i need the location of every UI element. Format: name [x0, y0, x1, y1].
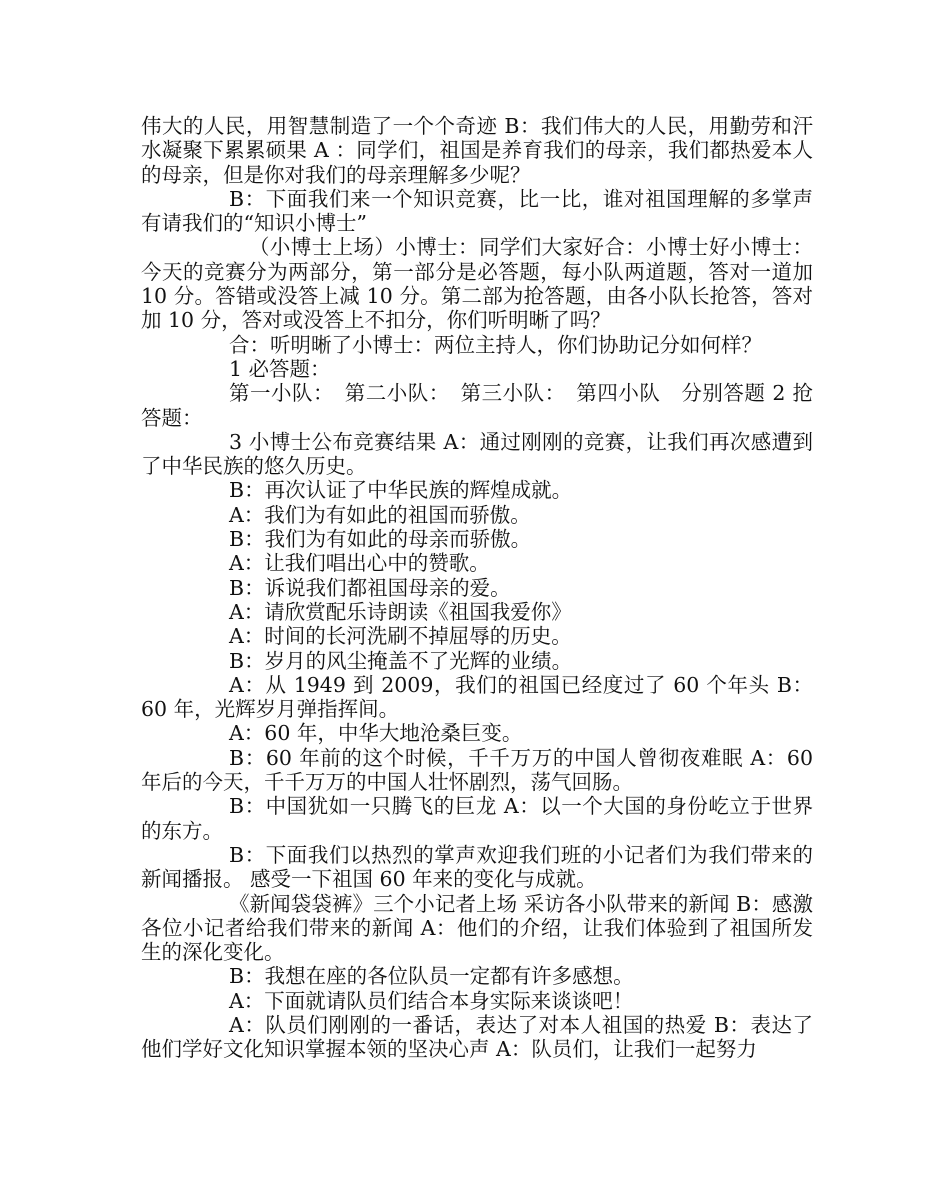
document-body [141, 114, 813, 1062]
paragraph: 3 小博士公布竞赛结果 A：通过刚刚的竞赛，让我们再次感遭到了中华民族的悠久历史。 [141, 429, 813, 479]
paragraph: A：我们为有如此的祖国而骄傲。 [229, 502, 531, 527]
paragraph: B：岁月的风尘掩盖不了光辉的业绩。 [229, 648, 573, 673]
paragraph: A：从 1949 到 2009，我们的祖国已经度过了 60 个年头 B：60 年，光辉岁月弹指挥间。 [141, 672, 813, 722]
paragraph: B：下面我们以热烈的掌声欢迎我们班的小记者们为我们带来的新闻播报。 感受一下祖国 60 年来的变化与成就。 [141, 842, 813, 892]
paragraph: 1 必答题： [229, 356, 331, 381]
paragraph: 伟大的人民，用智慧制造了一个个奇迹 B：我们伟大的人民，用勤劳和汗水凝聚下累累硕果 A ：同学们，祖国是养育我们的母亲，我们都热爱本人的母亲，但是你对我们的母亲理解多少呢？ [141, 114, 813, 187]
paragraph: B：诉说我们都祖国母亲的爱。 [229, 575, 511, 600]
paragraph: 合：听明晰了小博士：两位主持人，你们协助记分如何样？ [229, 332, 762, 357]
paragraph: A：队员们刚刚的一番话，表达了对本人祖国的热爱 B：表达了他们学好文化知识掌握本领的坚决心声 A：队员们，让我们一起努力 [141, 1012, 813, 1062]
paragraph: B：下面我们来一个知识竞赛，比一比，谁对祖国理解的多掌声有请我们的“知识小博士” [141, 186, 813, 236]
paragraph: B：再次认证了中华民族的辉煌成就。 [229, 478, 573, 503]
paragraph: B：60 年前的这个时候，千千万万的中国人曾彻夜难眠 A：60 年后的今天，千千万万的中国人壮怀剧烈，荡气回肠。 [141, 745, 813, 795]
paragraph: A：时间的长河洗刷不掉屈辱的历史。 [229, 624, 572, 649]
paragraph: A：60 年，中华大地沧桑巨变。 [229, 721, 523, 746]
paragraph: 《新闻袋袋裤》三个小记者上场 采访各小队带来的新闻 B：感激各位小记者给我们带来的新闻 A：他们的介绍，让我们体验到了祖国所发生的深化变化。 [141, 891, 813, 965]
paragraph: 第一小队： 第二小队： 第三小队： 第四小队 分别答题 2 抢答题： [141, 381, 813, 430]
paragraph: A：请欣赏配乐诗朗读《祖国我爱你》 [229, 599, 572, 624]
paragraph: B：中国犹如一只腾飞的巨龙 A：以一个大国的身份屹立于世界的东方。 [141, 794, 813, 843]
paragraph: A：下面就请队员们结合本身实际来谈谈吧！ [229, 988, 634, 1013]
paragraph: A：让我们唱出心中的赞歌。 [229, 551, 490, 576]
paragraph: （小博士上场）小博士：同学们大家好合：小博士好小博士：今天的竞赛分为两部分，第一部分是必答题，每小队两道题，答对一道加 10 分。答错或没答上减 10 分。第二部为抢答题，由各小队长抢答，答对加 10 分，答对或没答上不扣分，你们听明晰了吗？ [141, 235, 813, 333]
paragraph: B：我想在座的各位队员一定都有许多感想。 [229, 964, 634, 989]
paragraph: B：我们为有如此的母亲而骄傲。 [229, 527, 532, 552]
